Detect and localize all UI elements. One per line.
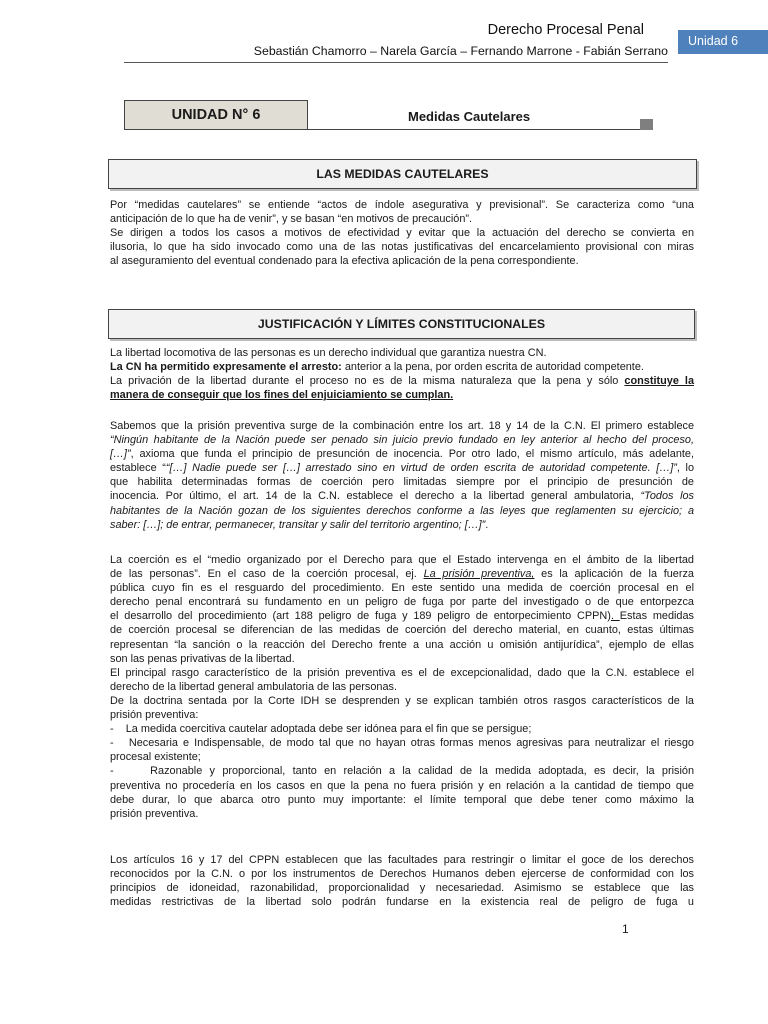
bold-text: La CN ha permitido expresamente el arresto:: [110, 361, 342, 374]
paragraph-line: anticipación de lo que ha de venir”, y se basan “en motivos de precaución”.: [110, 213, 473, 226]
section-heading-justificacion: JUSTIFICACIÓN Y LÍMITES CONSTITUCIONALES: [108, 309, 695, 339]
list-item: - La medida coercitiva cautelar adoptada debe ser idónea para el fin que se persigue;: [110, 723, 532, 736]
header-divider: [124, 62, 668, 63]
list-item: - Necesaria e Indispensable, de modo tal que no hayan otras formas menos agresivas para neutralizar el riesgo: [110, 737, 694, 750]
section-medidas-cautelares-body: [110, 198, 694, 268]
paragraph-line: [110, 567, 694, 581]
list-item: - Razonable y proporcional, tanto en relación a la calidad de la medida adoptada, es decir, la prisión: [110, 765, 694, 778]
paragraph-line: ilusoria, lo que ha sido invocado como una de las notas justificativas del encarcelamiento provisional con miras: [110, 241, 694, 254]
paragraph-line: [110, 388, 694, 402]
text: de las personas”. En el caso de la coerción procesal, ej.: [110, 568, 424, 581]
list-item-continuation: debe durar, lo que abarca otro punto muy importante: el límite temporal que debe tener como máximo la: [110, 793, 694, 806]
text: .: [485, 518, 489, 531]
text: establece “: [110, 462, 166, 475]
text: Estas medidas: [619, 610, 694, 623]
paragraph-cppn: [110, 853, 694, 909]
page-number: 1: [622, 922, 629, 936]
text: es la aplicación de la fuerza: [534, 568, 694, 581]
paragraph-line: representan “la sanción o la reacción del Derecho frente a una acción u omisión antijurídica”, ejemplo de ellas: [110, 638, 694, 651]
unit-tab: [678, 30, 768, 54]
section-justificacion-intro: [110, 346, 694, 402]
list-item-continuation: prisión preventiva.: [110, 807, 199, 820]
paragraph-line: habitantes de la Nación gozan de los siguientes derechos conforme a las leyes que reglamenten su ejercicio; a: [110, 504, 694, 517]
paragraph-line: al aseguramiento del eventual condenado para la efectiva aplicación de la pena correspondiente.: [110, 255, 579, 268]
paragraph-line: Por “medidas cautelares” se entiende “actos de índole asegurativa y previsional”. Se caracteriza como “una: [110, 199, 694, 211]
paragraph-line: de coerción procesal se diferencian de las medidas de coerción del derecho material, en cuanto, estas últimas: [110, 624, 694, 637]
paragraph-line: reconocidos por la C.N. o por los instrumentos de Derechos Humanos deben ejercerse de conformidad con los: [110, 868, 694, 881]
paragraph-line: Los artículos 16 y 17 del CPPN establecen que las facultades para restringir o limitar el goce de los derechos: [110, 854, 694, 866]
paragraph-line: que habilita determinadas formas de coerción pero limitadas siempre por el principio de presunción de: [110, 476, 694, 489]
unit-tab-label: Unidad 6: [688, 34, 739, 48]
text: , axioma que funda el principio de presunción de inocencia. Por otro lado, el mismo artículo, más adelante,: [130, 448, 694, 461]
list-item-continuation: preventiva no procedería en los casos en que la pena no fuera prisión y en relación a la cantidad de tiempo que: [110, 779, 694, 792]
paragraph-line: “Ningún habitante de la Nación puede ser penado sin juicio previo fundado en ley anterior al hecho del proceso,: [110, 434, 694, 447]
unit-title: Medidas Cautelares: [408, 109, 531, 124]
italic-text: “Todos los: [640, 490, 694, 503]
paragraph-line: Sabemos que la prisión preventiva surge de la combinación entre los art. 18 y 14 de la C.N. El primero establece: [110, 420, 694, 432]
italic-underlined-text: La prisión preventiva,: [423, 568, 535, 581]
paragraph-line: pública cuyo fin es el resguardo del procedimiento. En este sentido una medida de coerción procesal en el: [110, 582, 694, 595]
paragraph-line: [110, 374, 694, 388]
paragraph-line: De la doctrina sentada por la Corte IDH se desprenden y se explican también otros rasgos característicos de la: [110, 694, 694, 707]
paragraph-line: [110, 489, 694, 503]
paragraph-line: [110, 360, 694, 374]
text: La privación de la libertad durante el proceso no es de la misma naturaleza que la pena y sólo: [110, 375, 625, 388]
bold-underlined-text: constituye la: [624, 375, 694, 388]
paragraph-line: La coerción es el “medio organizado por el Derecho para que el Estado intervenga en el ámbito de la libertad: [110, 554, 694, 566]
unit-title-rule: [308, 129, 640, 130]
paragraph-line: [110, 461, 694, 475]
text: anterior a la pena, por orden escrita de autoridad competente.: [341, 361, 644, 374]
paragraph-prision-preventiva: [110, 419, 694, 532]
list-item-continuation: procesal existente;: [110, 751, 201, 764]
section-heading-medidas-cautelares: LAS MEDIDAS CAUTELARES: [108, 159, 697, 189]
italic-text: “[…] Nadie puede ser […] arrestado sino en virtud de orden escrita de autoridad competente. […]”: [165, 462, 677, 475]
text: el desarrollo del procedimiento (art 188 peligro de fuga y 189 peligro de entorpecimiento CPPN): [110, 610, 611, 623]
paragraph-line: [110, 518, 694, 532]
paragraph-coercion: [110, 553, 694, 821]
paragraph-line: derecho de la libertad general ambulatoria de las personas.: [110, 680, 397, 693]
paragraph-line: El principal rasgo característico de la prisión preventiva es el de excepcionalidad, dado que la C.N. establece el: [110, 666, 694, 679]
text: , lo: [676, 462, 694, 475]
document-course-title: Derecho Procesal Penal: [487, 22, 644, 38]
italic-text: saber: […]; de entrar, permanecer, transitar y salir del territorio argentino; […]”: [110, 518, 486, 531]
italic-text: […]”: [110, 448, 131, 461]
paragraph-line: prisión preventiva:: [110, 709, 199, 722]
unit-label-box: UNIDAD N° 6: [124, 100, 308, 130]
paragraph-line: medidas restrictivas de la libertad solo podrán fundarse en la existencia real de peligro de fuga u: [110, 896, 694, 909]
paragraph-line: principios de idoneidad, razonabilidad, proporcionalidad y necesariedad. Asimismo se establece que las: [110, 882, 694, 895]
underlined-text: .: [610, 610, 620, 623]
bold-underlined-text: manera de conseguir que los fines del enjuiciamiento se cumplan.: [110, 389, 454, 402]
text: inocencia. Por último, el art. 14 de la C.N. establece el derecho a la libertad general ambulatoria,: [110, 490, 641, 503]
paragraph-line: son las penas privativas de la libertad.: [110, 652, 295, 665]
paragraph-line: La libertad locomotiva de las personas es un derecho individual que garantiza nuestra CN.: [110, 347, 547, 359]
document-authors: Sebastián Chamorro – Narela García – Fernando Marrone - Fabián Serrano: [253, 44, 668, 58]
paragraph-line: derecho penal encontrará su fundamento en un peligro de fuga por parte del investigado o de que entorpezca: [110, 596, 694, 609]
paragraph-line: [110, 609, 694, 623]
paragraph-line: [110, 447, 694, 461]
paragraph-line: Se dirigen a todos los casos a motivos de efectividad y evitar que la actuación del derecho se convierta en: [110, 227, 694, 240]
unit-title-square: [640, 119, 653, 130]
